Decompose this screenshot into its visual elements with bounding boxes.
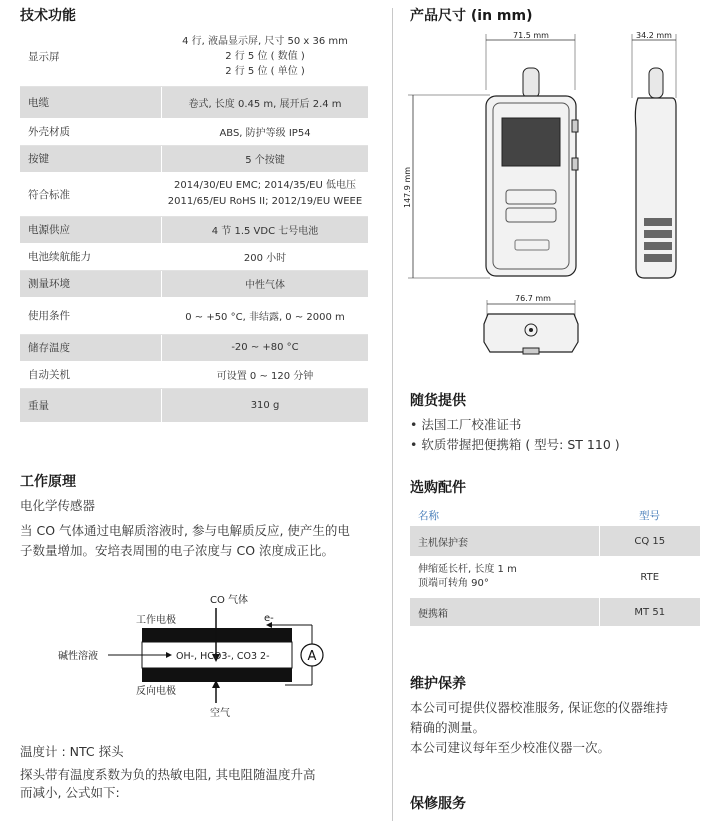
temp-text-line: 而减小, 公式如下:	[20, 785, 120, 800]
accessories-title: 选购配件	[410, 480, 466, 496]
spec-row	[20, 118, 368, 145]
acc-model: MT 51	[599, 598, 700, 626]
acc-name: 便携箱	[410, 598, 599, 626]
spec-row	[20, 297, 368, 334]
spec-value-line: 2014/30/EU EMC; 2014/35/EU 低电压	[174, 180, 356, 191]
supply-list-item: • 软质带握把便携箱 ( 型号: ST 110 )	[410, 437, 620, 452]
supply-list-item: • 法国工厂校准证书	[410, 417, 522, 432]
column-divider	[392, 8, 393, 821]
acc-row	[410, 598, 700, 626]
spec-value: -20 ~ +80 °C	[162, 334, 369, 361]
spec-key: 使用条件	[20, 297, 162, 334]
spec-row	[20, 243, 368, 270]
maintenance-text-line: 精确的测量。	[410, 720, 486, 735]
temp-text-line: 探头带有温度系数为负的热敏电阻, 其电阻随温度升高	[20, 767, 316, 782]
acc-header-model: 型号	[639, 509, 660, 522]
acc-header-name: 名称	[418, 509, 439, 522]
spec-value: 4 节 1.5 VDC 七号电池	[162, 216, 369, 243]
spec-key: 电池续航能力	[20, 243, 162, 270]
supply-item-text: 法国工厂校准证书	[421, 417, 522, 432]
spec-value	[162, 172, 369, 216]
spec-row	[20, 28, 368, 86]
side-connector-top	[572, 120, 578, 132]
temp-title: 温度计 : NTC 探头	[20, 744, 124, 759]
spec-key: 重量	[20, 388, 162, 422]
acc-name-line: 顶端可转角 90°	[418, 578, 489, 589]
counter-electrode-bar	[142, 668, 292, 682]
grip-1	[644, 218, 672, 226]
acc-model: RTE	[599, 556, 700, 598]
spec-key: 符合标准	[20, 172, 162, 216]
work-electrode-bar	[142, 628, 292, 642]
spec-value: ABS, 防护等级 IP54	[162, 118, 369, 145]
spec-row	[20, 145, 368, 172]
side-connector-bottom	[572, 158, 578, 170]
accessories-table	[410, 504, 700, 626]
spec-value	[162, 28, 369, 86]
probe-front	[523, 68, 539, 98]
spec-value: 310 g	[162, 388, 369, 422]
spec-value: 卷式, 长度 0.45 m, 展开后 2.4 m	[162, 86, 369, 118]
spec-key: 显示屏	[20, 28, 162, 86]
device-bottom-view	[484, 314, 578, 352]
repair-title: 保修服务	[410, 796, 466, 812]
spec-key: 电源供应	[20, 216, 162, 243]
probe-side	[649, 68, 663, 98]
ions-label: OH-, HCO3-, CO3 2-	[176, 651, 270, 662]
acc-name	[410, 556, 599, 598]
principle-subtitle: 电化学传感器	[20, 498, 96, 513]
spec-value-line: 4 行, 液晶显示屏, 尺寸 50 x 36 mm	[182, 36, 348, 48]
acc-model: CQ 15	[599, 526, 700, 556]
principle-text-line: 当 CO 气体通过电解质溶液时, 参与电解质反应, 使产生的电	[20, 523, 350, 538]
bottom-clip	[523, 348, 539, 354]
acc-row	[410, 556, 700, 598]
maintenance-text-line: 本公司可提供仪器校准服务, 保证您的仪器维持	[410, 700, 668, 715]
device-side-body	[635, 98, 676, 278]
supply-title: 随货提供	[410, 393, 466, 409]
grip-4	[644, 254, 672, 262]
bottom-port-center	[529, 328, 533, 332]
spec-value: 0 ~ +50 °C, 非结露, 0 ~ 2000 m	[162, 297, 369, 334]
spec-row	[20, 216, 368, 243]
spec-key: 测量环境	[20, 270, 162, 297]
electron-label: e-	[264, 613, 274, 624]
air-label: 空气	[210, 708, 230, 719]
electrochemical-sensor-diagram	[40, 588, 340, 728]
depth-label: 34.2 mm	[636, 31, 672, 40]
alkaline-label: 碱性溶液	[58, 651, 98, 662]
height-label: 147.9 mm	[403, 166, 412, 208]
counter-electrode-label: 反向电极	[136, 686, 176, 697]
spec-row	[20, 270, 368, 297]
spec-row	[20, 86, 368, 118]
grip-3	[644, 242, 672, 250]
spec-row	[20, 361, 368, 388]
specs-title: 技术功能	[20, 8, 76, 24]
grip-2	[644, 230, 672, 238]
spec-key: 储存温度	[20, 334, 162, 361]
acc-name: 主机保护套	[410, 526, 599, 556]
spec-value-line: 2 行 5 位 ( 数值 )	[225, 51, 305, 63]
spec-key: 电缆	[20, 86, 162, 118]
acc-name-line: 伸缩延长杆, 长度 1 m	[418, 564, 517, 575]
supply-item-text: 软质带握把便携箱 ( 型号: ST 110 )	[421, 437, 620, 452]
spec-row	[20, 334, 368, 361]
spec-row	[20, 172, 368, 216]
spec-key: 外壳材质	[20, 118, 162, 145]
co-gas-label: CO 气体	[210, 595, 249, 606]
spec-value-line: 2 行 5 位 ( 单位 )	[225, 66, 305, 78]
spec-key: 按键	[20, 145, 162, 172]
spec-value: 可设置 0 ~ 120 分钟	[162, 361, 369, 388]
maintenance-text-line: 本公司建议每年至少校准仪器一次。	[410, 740, 611, 755]
spec-row	[20, 388, 368, 422]
dims-title: 产品尺寸 (in mm)	[410, 8, 533, 24]
width-label: 71.5 mm	[513, 31, 549, 40]
product-dimensions-drawing	[400, 28, 700, 378]
device-screen	[502, 118, 560, 166]
principle-text-line: 子数量增加。安培表周围的电子浓度与 CO 浓度成正比。	[20, 543, 335, 558]
spec-value: 5 个按键	[162, 145, 369, 172]
spec-value-line: 2011/65/EU RoHS II; 2012/19/EU WEEE	[167, 196, 363, 207]
work-electrode-label: 工作电极	[136, 615, 176, 626]
spec-value: 200 小时	[162, 243, 369, 270]
bottom-label: 76.7 mm	[515, 294, 551, 303]
spec-key: 自动关机	[20, 361, 162, 388]
principle-title: 工作原理	[20, 474, 76, 490]
specs-table	[20, 28, 368, 423]
spec-value: 中性气体	[162, 270, 369, 297]
maintenance-title: 维护保养	[410, 676, 466, 692]
acc-row	[410, 526, 700, 556]
ammeter-label: A	[307, 649, 317, 664]
